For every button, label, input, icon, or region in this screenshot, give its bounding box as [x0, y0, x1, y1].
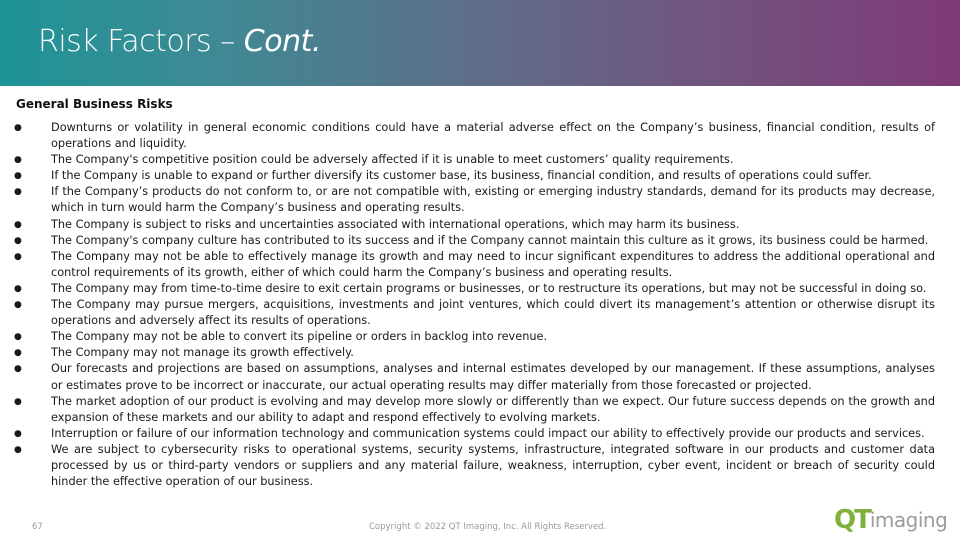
bullet-icon: ● — [14, 364, 22, 375]
risk-text: The Company's company culture has contributed to its success and if the Company cannot maintain this culture as it grows, its business could be harmed. — [51, 233, 929, 247]
risk-list — [14, 120, 935, 490]
risk-text: The market adoption of our product is evolving and may develop more slowly or differently than we expect. Our future success depends on the growth and expansion of these markets and our ability to adapt and respond effectively to evolving markets. — [51, 394, 935, 424]
risk-item — [14, 345, 935, 361]
logo-imaging-wordmark: imaging — [869, 508, 948, 532]
slide-title-main: Risk Factors – — [38, 24, 244, 59]
risk-text: The Company is subject to risks and uncertainties associated with international operations, which may harm its business. — [51, 217, 740, 231]
risk-item — [14, 281, 935, 297]
company-logo — [834, 505, 947, 535]
risk-text: We are subject to cybersecurity risks to operational systems, security systems, infrastructure, integrated software in our products and customer data processed by us or third-party vendors or suppliers and any material failure, weakness, interruption, cyber event, incident or breach of security could hinder the effective operation of our business. — [51, 442, 935, 489]
slide-title — [38, 24, 321, 59]
risk-item — [14, 168, 935, 184]
risk-text: Downturns or volatility in general economic conditions could have a material adverse effect on the Company’s business, financial condition, results of operations and liquidity. — [51, 121, 935, 151]
risk-item — [14, 249, 935, 281]
bullet-icon: ● — [14, 348, 22, 359]
risk-item — [14, 329, 935, 345]
risk-item — [14, 120, 935, 152]
bullet-icon: ● — [14, 123, 22, 133]
bullet-icon: ● — [14, 155, 22, 166]
logo-qt-mark: QT — [834, 505, 870, 535]
risk-text: The Company may from time-to-time desire to exit certain programs or businesses, or to restructure its operations, but may not be successful in doing so. — [51, 281, 927, 295]
bullet-icon: ● — [14, 187, 22, 198]
bullet-icon: ● — [14, 235, 22, 246]
risk-text: If the Company’s products do not conform to, or are not compatible with, existing or emerging industry standards, demand for its products may decrease, which in turn would harm the Company’s business and operating results. — [51, 185, 935, 215]
bullet-icon: ● — [14, 428, 22, 439]
section-title: General Business Risks — [16, 97, 173, 111]
risk-item — [14, 233, 935, 249]
risk-text: The Company's competitive position could be adversely affected if it is unable to meet customers’ quality requirements. — [51, 153, 734, 167]
bullet-icon: ● — [14, 219, 22, 230]
risk-item — [14, 394, 935, 426]
page-number: 67 — [32, 522, 43, 532]
bullet-icon: ● — [14, 332, 22, 343]
risk-item — [14, 217, 935, 233]
risk-text: The Company may not be able to convert its pipeline or orders in backlog into revenue. — [51, 330, 548, 344]
bullet-icon: ● — [14, 283, 22, 294]
risk-item — [14, 184, 935, 216]
slide-header-band — [0, 0, 960, 86]
risk-text: The Company may not be able to effectively manage its growth and may need to incur significant expenditures to address the additional operational and control requirements of its growth, either of which could harm the Company’s business and operating results. — [51, 249, 935, 279]
bullet-icon: ● — [14, 396, 22, 407]
bullet-icon: ● — [14, 444, 22, 455]
bullet-icon: ● — [14, 300, 22, 311]
risk-item — [14, 297, 935, 329]
bullet-icon: ● — [14, 171, 22, 182]
risk-item — [14, 152, 935, 168]
slide-title-italic: Cont. — [243, 24, 321, 59]
risk-text: Our forecasts and projections are based on assumptions, analyses and internal estimates developed by our management. If these assumptions, analyses or estimates prove to be incorrect or inaccurate, our actual operating results may differ materially from those forecasted or projected. — [51, 362, 935, 392]
risk-item — [14, 442, 935, 490]
risk-item — [14, 361, 935, 393]
risk-text: If the Company is unable to expand or further diversify its customer base, its business, financial condition, and results of operations could suffer. — [51, 169, 872, 183]
copyright-notice: Copyright © 2022 QT Imaging, Inc. All Rights Reserved. — [369, 522, 607, 532]
risk-item — [14, 426, 935, 442]
bullet-icon: ● — [14, 251, 22, 262]
risk-text: Interruption or failure of our information technology and communication systems could impact our ability to effectively provide our products and services. — [51, 426, 925, 440]
risk-text: The Company may pursue mergers, acquisitions, investments and joint ventures, which could divert its management’s attention or otherwise disrupt its operations and adversely affect its results of operations. — [51, 298, 935, 328]
risk-text: The Company may not manage its growth effectively. — [51, 346, 354, 360]
